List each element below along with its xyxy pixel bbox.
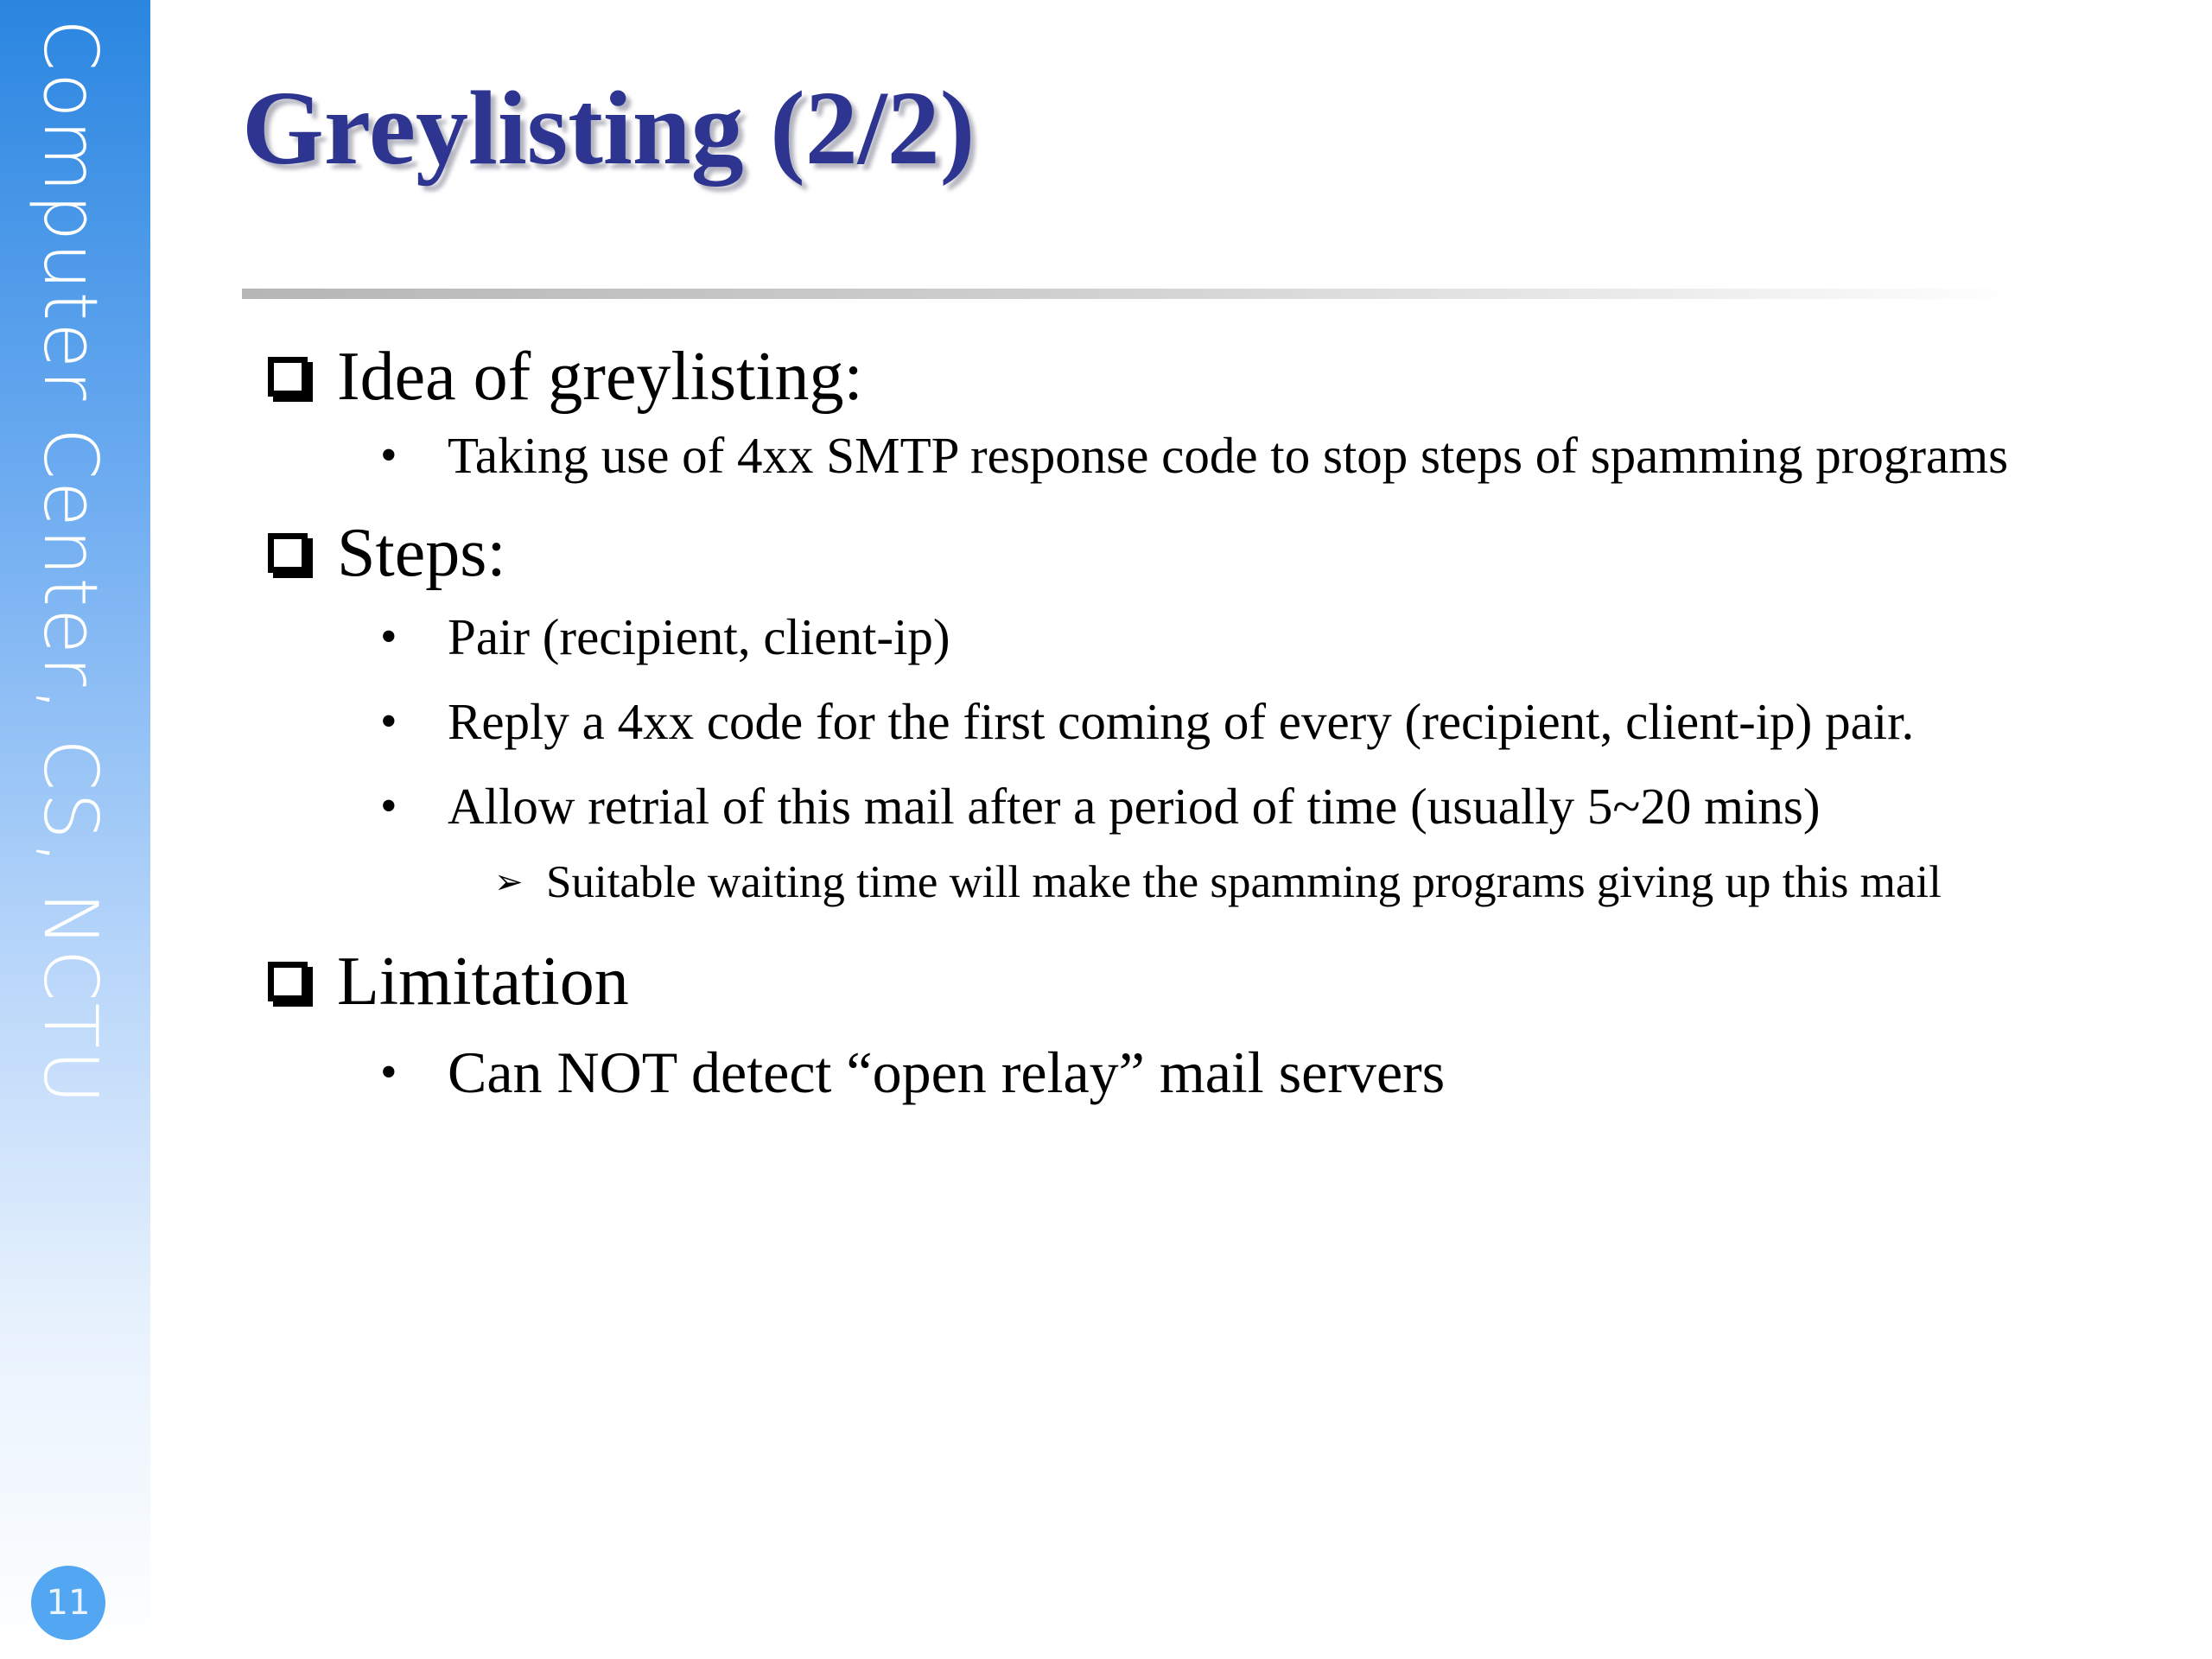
list-item [268,1033,2126,1111]
arrow-bullet-icon: ➢ [494,862,524,902]
checkbox-icon [268,533,308,573]
bullet-dot-icon: • [380,695,397,748]
section-heading: Idea of greylisting: [337,339,863,415]
sub-list-item [268,852,2126,912]
bullet-dot-icon: • [380,610,397,664]
sub-list-item-text: Suitable waiting time will make the spamming programs giving up this mail [546,857,1942,907]
list-item [268,772,2126,840]
bullet-dot-icon: • [380,429,397,482]
sidebar [0,0,150,1659]
checkbox-icon [268,357,308,397]
section-heading-row [268,505,2126,601]
section-heading-row [268,328,2126,425]
list-item-text: Taking use of 4xx SMTP response code to stop steps of spamming programs [448,427,2009,484]
title-divider [242,289,2022,299]
checkbox-icon [268,962,308,1001]
list-item-text: Pair (recipient, client-ip) [448,608,950,665]
section-steps [268,505,2126,912]
section-limitation [268,933,2126,1111]
list-item-text: Reply a 4xx code for the first coming of every (recipient, client-ip) pair. [448,693,1915,750]
list-item-text: Allow retrial of this mail after a period of time (usually 5~20 mins) [448,778,1821,835]
section-idea [268,328,2126,489]
list-item [268,688,2126,755]
list-item [268,422,2158,489]
slide-title: Greylisting (2/2) [242,70,976,187]
list-item-text: Can NOT detect “open relay” mail servers [448,1039,1446,1105]
slide-content [268,328,2126,1111]
section-heading-row [268,933,2126,1030]
sidebar-label: Computer Center, CS, NCTU [27,19,113,1107]
bullet-dot-icon: • [380,779,397,833]
section-heading: Limitation [337,944,629,1020]
section-heading: Steps: [337,515,506,591]
page-number-badge: 11 [31,1566,105,1640]
list-item [268,603,2126,671]
bullet-dot-icon: • [380,1046,397,1099]
